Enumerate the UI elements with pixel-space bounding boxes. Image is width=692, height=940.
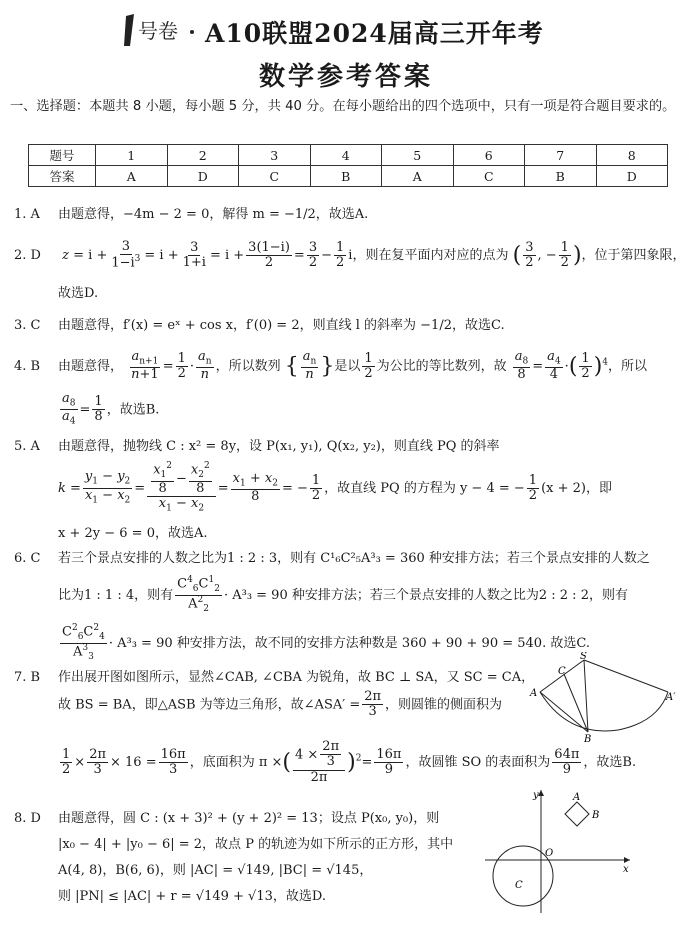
section-intro: 一、选择题：本题共 8 小题，每小题 5 分，共 40 分。在每小题给出的四个选项中，只有一项是符合题目要求的。: [10, 99, 676, 114]
question-text: =: [361, 754, 373, 770]
question-3: [14, 314, 505, 333]
question-text: 是以: [334, 358, 361, 374]
question-text: 由题意得，f′(x) = eˣ + cos x，f′(0) = 2，则直线 l 的斜率为 −1/2，故选C.: [58, 318, 505, 333]
answer-table: [28, 144, 668, 187]
table-cell: 2: [167, 145, 239, 166]
question-text: 由题意得，−4m − 2 = 0，解得 m = −1/2，故选A.: [58, 207, 369, 222]
cone-unfold-diagram: [528, 652, 678, 742]
formula: { $\frac{a_n}{n}$ }: [284, 349, 335, 383]
question-text: 比为1 : 1 : 4，则有: [58, 587, 174, 603]
question-text: |x₀ − 4| + |y₀ − 6| = 2，故点 P 的轨迹为如下所示的正方形，其中: [58, 837, 454, 852]
table-header-cell: 题号: [29, 145, 96, 166]
table-row: [29, 145, 668, 166]
table-cell: 8: [596, 145, 668, 166]
label-b: B: [592, 810, 600, 821]
question-5: [14, 435, 500, 454]
label-y: y: [533, 790, 539, 801]
question-text: (x + 2)，即: [541, 480, 612, 496]
table-cell: 3: [239, 145, 311, 166]
question-number: 8. D: [14, 811, 41, 826]
page-subtitle: 数学参考答案: [258, 62, 433, 92]
formula: $\frac{C^2_6C^2_4}{A^3_3}$ · A³₃ = 90 种安排方法，故不同的安排方法种数是 360 + 90 + 90 = 540. 故选C.: [62, 623, 590, 662]
question-text: A(4, 8)，B(6, 6)，则 |AC| = √149, |BC| = √145，: [58, 863, 373, 878]
question-text: ，故圆锥 SO 的表面积为: [405, 754, 551, 770]
table-cell: A: [382, 166, 454, 187]
table-cell: D: [167, 166, 239, 187]
table-header-cell: 答案: [29, 166, 96, 187]
question-text: ，故选B.: [106, 402, 160, 418]
question-text: ，所以数列: [215, 358, 281, 374]
question-4: 4. B 由题意得， $\frac{a_{n+1}}{n+1}$ = $\frac{1}{2}$ · $\frac{a_n}{n}$ ，所以数列 { $\frac{a_n}{n}$ }是以 $\frac{1}{2}$ 为公比的等比数列，故 $\frac{a_8}{8}$ = $\frac{a_4}{4}$ ·( $\frac{1}{2}$ )$^4$，所以: [14, 349, 648, 383]
coordinate-diagram: [485, 788, 635, 918]
table-cell: 4: [310, 145, 382, 166]
question-6: [14, 547, 650, 566]
formula: 故 BS = BA，即△ASB 为等边三角形，故∠ASA′ = $\frac{2\pi}{3}$ ，则圆锥的侧面积为: [58, 689, 503, 720]
label-c: C: [515, 880, 523, 891]
question-text: x + 2y − 6 = 0，故选A.: [58, 526, 208, 541]
question-text: 若三个景点安排的人数之比为1 : 2 : 3，则有 C¹₆C²₅A³₃ = 360 种安排方法；若三个景点安排的人数之: [58, 551, 650, 566]
question-text: 由题意得，: [58, 358, 124, 374]
question-text: · A³₃ = 90 种安排方法，故不同的安排方法种数是 360 + 90 + 90 = 540. 故选C.: [108, 635, 590, 651]
label-a: A: [573, 792, 581, 803]
label-x: x: [623, 864, 629, 875]
question-number: 1. A: [14, 207, 40, 222]
label-s: S: [580, 652, 587, 662]
label-a-prime: A′: [666, 692, 676, 703]
table-cell: 7: [525, 145, 597, 166]
question-2: [14, 240, 686, 271]
table-cell: A: [96, 166, 168, 187]
table-cell: 6: [453, 145, 525, 166]
brand-logo-icon: [118, 10, 198, 50]
svg-text:号卷: 号卷: [138, 19, 178, 43]
table-row: [29, 166, 668, 187]
table-cell: C: [453, 166, 525, 187]
formula: $\frac{a_8}{a_4}$ = $\frac{1}{8}$ ，故选B.: [62, 391, 160, 428]
formula: 比为1 : 1 : 4，则有 $\frac{C^4_6C^1_2}{A^2_2}$ · A³₃ = 90 种安排方法；若三个景点安排的人数之比为2 : 2 : 2，则有: [58, 575, 628, 614]
label-b: B: [584, 734, 592, 742]
question-text: 由题意得，抛物线 C : x² = 8y，设 P(x₁, y₁), Q(x₂, y₂)，则直线 PQ 的斜率: [58, 439, 500, 454]
question-text: ，则在复平面内对应的点为: [352, 247, 509, 263]
table-cell: B: [310, 166, 382, 187]
label-o: O: [545, 848, 554, 859]
formula: k = $\frac{y_1 - y_2}{x_1 - x_2}$ = $\frac{x_1^2}{8}$ − $\frac{x_2^2}{8}$ $x_1 - x_2$ = $\frac{x_1 + x_2}{8}$ = − $\frac{1}{2}$ ，故直线 PQ 的方程为 y − 4 = − $\frac{1}{2}$ (x + 2)，即: [58, 461, 612, 514]
question-text: · A³₃ = 90 种安排方法；若三个景点安排的人数之比为2 : 2 : 2，则有: [223, 587, 628, 603]
table-cell: B: [525, 166, 597, 187]
question-text: ，所以: [608, 358, 648, 374]
question-text: ，底面积为 π ×: [189, 754, 283, 770]
page-title: A10联盟2024届高三开年考: [205, 19, 544, 48]
question-7: [14, 666, 534, 685]
formula: $\frac{a_{n+1}}{n+1}$ = $\frac{1}{2}$ · $\frac{a_n}{n}$: [131, 349, 212, 383]
question-text: ，则圆锥的侧面积为: [385, 697, 503, 713]
question-text: 由题意得，圆 C : (x + 3)² + (y + 2)² = 13；设点 P(x₀, y₀)，则: [58, 811, 440, 826]
formula: $\frac{a_8}{8}$ = $\frac{a_4}{4}$ ·( $\frac{1}{2}$ )$^4$: [514, 349, 609, 383]
formula: ( $\frac{3}{2}$ , − $\frac{1}{2}$ ): [512, 239, 582, 270]
table-cell: C: [239, 166, 311, 187]
formula: z = i + $\frac{3}{1-i^3}$ = i + $\frac{3}{1+i}$ = i + $\frac{3(1-i)}{2}$ = $\frac{3}{2}$ − $\frac{1}{2}$ i: [62, 239, 353, 271]
question-number: 5. A: [14, 439, 40, 454]
formula: $\frac{1}{2}$ × $\frac{2\pi}{3}$ × 16 = $\frac{16\pi}{3}$ ，底面积为 π ×( 4 × $\frac{2\pi}{3}$ 2π )$^2$= $\frac{16\pi}{9}$ ，故圆锥 SO 的表面积为 $\frac{64\pi}{9}$ ，故选B.: [62, 739, 637, 785]
question-text: 则 |PN| ≤ |AC| + r = √149 + √13，故选D.: [58, 889, 326, 904]
table-cell: 1: [96, 145, 168, 166]
question-text: ，位于第四象限，: [581, 247, 686, 263]
question-text: 故 BS = BA，即△ASB 为等边三角形，故∠ASA′ =: [58, 697, 361, 713]
question-8: [14, 807, 439, 826]
question-number: 7. B: [14, 670, 41, 685]
question-text: × 16 =: [110, 754, 157, 770]
question-text: 故选D.: [58, 286, 99, 301]
question-text: 为公比的等比数列，故: [376, 358, 507, 374]
question-number: 4. B: [14, 358, 41, 374]
question-number: 3. C: [14, 318, 41, 333]
label-a: A: [530, 688, 538, 699]
question-number: 6. C: [14, 551, 41, 566]
question-number: 2. D: [14, 247, 41, 263]
question-text: ，故直线 PQ 的方程为 y − 4 =: [324, 480, 514, 496]
label-c: C: [558, 666, 566, 677]
table-cell: 5: [382, 145, 454, 166]
table-cell: D: [596, 166, 668, 187]
question-text: ，故选B.: [583, 754, 637, 770]
question-1: [14, 203, 368, 222]
question-text: 作出展开图如图所示，显然∠CAB, ∠CBA 为锐角，故 BC ⊥ SA，又 SC = CA，: [58, 670, 535, 685]
